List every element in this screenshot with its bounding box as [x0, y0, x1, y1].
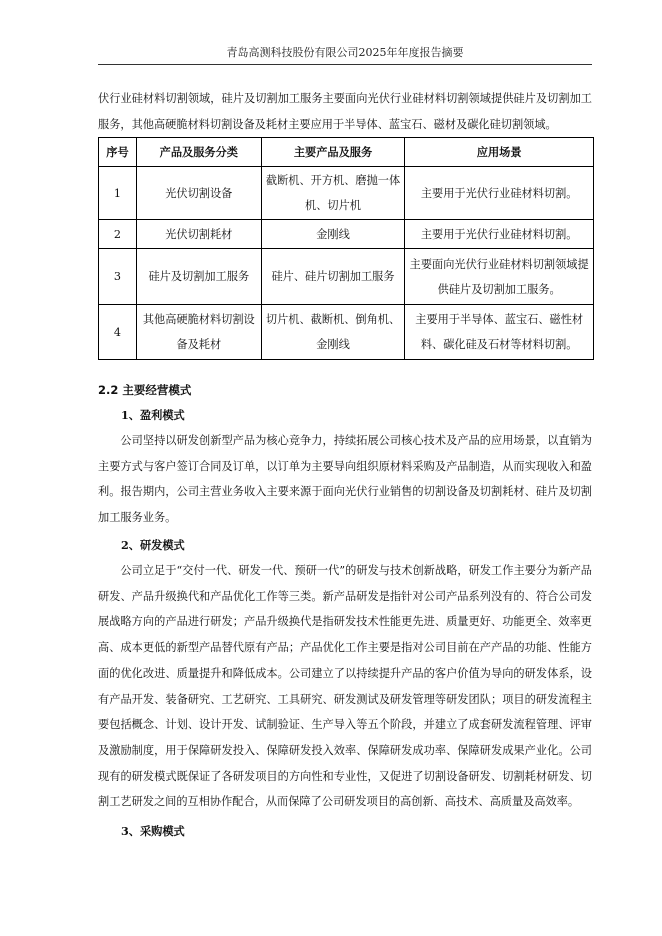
- cell-category: 光伏切割耗材: [136, 220, 261, 249]
- header-no: 序号: [99, 138, 137, 167]
- rnd-model-paragraph: 公司立足于“交付一代、研发一代、预研一代”的研发与技术创新战略，研发工作主要分为新产品研发、产品升级换代和产品优化工作等三类。新产品研发是指针对公司产品系列没有的、符合公司发展战略方向的产品进行研发；产品升级换代是指研发技术性能更先进、质量更好、功能更全、效率更高、成本更低的新型产品替代原有产品；产品优化工作主要是指对公司目前在产产品的功能、性能方面的优化改进、质量提升和降低成本。公司建立了以持续提升产品的客户价值为导向的研发体系，设有产品开发、装备研究、工艺研究、工具研究、研发测试及研发管理等研发团队；项目的研发流程主要包括概念、计划、设计开发、试制验证、生产导入等五个阶段，并建立了成套研发流程管理、评审及激励制度，用于保障研发投入、保障研发投入效率、保障研发成功率、保障研发成果产业化。公司现有的研发模式既保证了各研发项目的方向性和专业性，又促进了切割设备研发、切割耗材研发、切割工艺研发之间的互相协作配合，从而保障了公司研发项目的高创新、高技术、高质量及高效率。: [98, 564, 592, 809]
- subsection-title-rnd: 2、研发模式: [121, 538, 185, 552]
- cell-no: 3: [99, 249, 137, 305]
- table-header-row: [99, 138, 594, 167]
- page-header: 青岛高测科技股份有限公司2025年年度报告摘要: [98, 44, 592, 65]
- header-scenario: 应用场景: [405, 138, 594, 167]
- section-title: 2.2 主要经营模式: [98, 383, 192, 397]
- table-row: [99, 305, 594, 360]
- profit-model-paragraph: 公司坚持以研发创新型产品为核心竞争力，持续拓展公司核心技术及产品的应用场景，以直销为主要方式与客户签订合同及订单，以订单为主要导向组织原材料采购及产品制造，从而实现收入和盈利。报告期内，公司主营业务收入主要来源于面向光伏行业销售的切割设备及切割耗材、硅片及切割加工服务业务。: [98, 434, 592, 525]
- product-table: [98, 137, 594, 360]
- cell-scenario: 主要用于半导体、蓝宝石、磁性材料、碳化硅及石材等材料切割。: [405, 305, 594, 360]
- cell-no: 1: [99, 167, 137, 220]
- cell-products: 硅片、硅片切割加工服务: [261, 249, 405, 305]
- cell-category: 其他高硬脆材料切割设备及耗材: [136, 305, 261, 360]
- cell-products: 截断机、开方机、磨抛一体机、切片机: [261, 167, 405, 220]
- cell-scenario: 主要用于光伏行业硅材料切割。: [405, 220, 594, 249]
- table-row: [99, 167, 594, 220]
- cell-scenario: 主要面向光伏行业硅材料切割领域提供硅片及切割加工服务。: [405, 249, 594, 305]
- cell-category: 硅片及切割加工服务: [136, 249, 261, 305]
- cell-no: 2: [99, 220, 137, 249]
- header-products: 主要产品及服务: [261, 138, 405, 167]
- table-row: [99, 249, 594, 305]
- header-category: 产品及服务分类: [136, 138, 261, 167]
- subsection-title-procurement: 3、采购模式: [121, 824, 185, 838]
- cell-category: 光伏切割设备: [136, 167, 261, 220]
- cell-products: 金刚线: [261, 220, 405, 249]
- intro-paragraph: 伏行业硅材料切割领域，硅片及切割加工服务主要面向光伏行业硅材料切割领域提供硅片及切割加工服务，其他高硬脆材料切割设备及耗材主要应用于半导体、蓝宝石、磁材及碳化硅切割领域。: [98, 92, 592, 131]
- table-row: [99, 220, 594, 249]
- cell-no: 4: [99, 305, 137, 360]
- cell-scenario: 主要用于光伏行业硅材料切割。: [405, 167, 594, 220]
- cell-products: 切片机、截断机、倒角机、金刚线: [261, 305, 405, 360]
- subsection-title-profit: 1、盈利模式: [121, 408, 185, 422]
